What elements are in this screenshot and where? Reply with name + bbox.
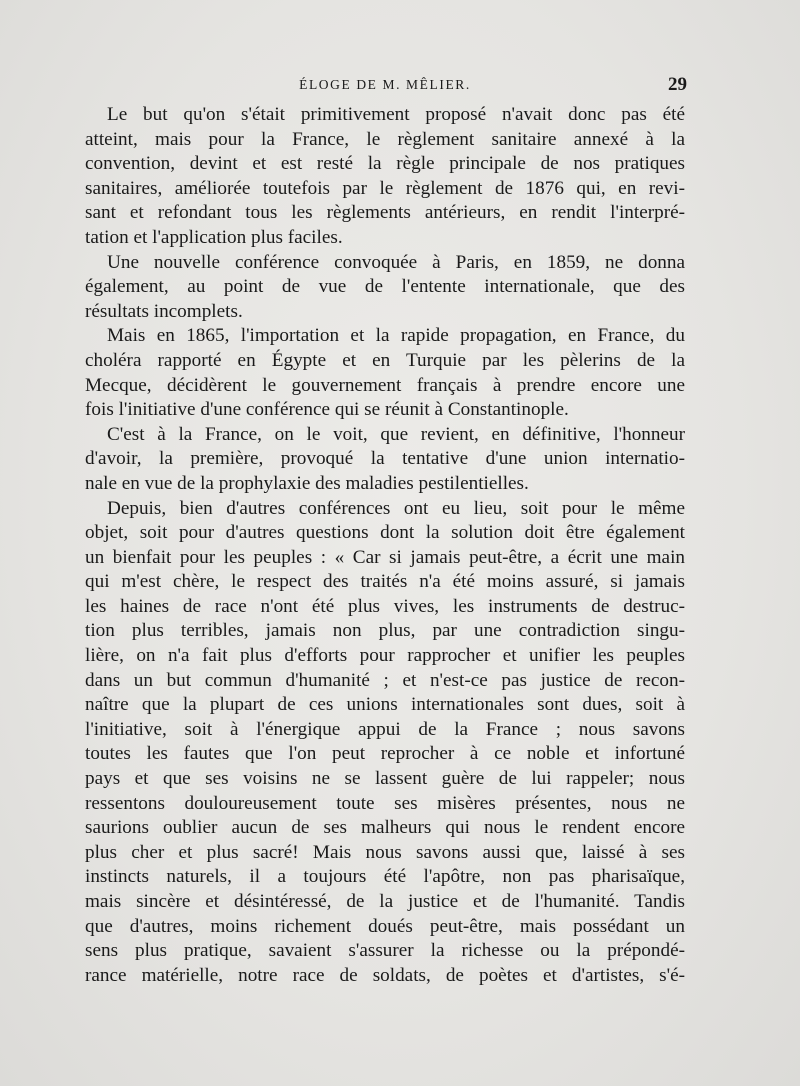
text-line: tation et l'application plus faciles. <box>85 226 343 248</box>
text-line: sanitaires, améliorée toutefois par le règlement de 1876 qui, en revi- <box>85 177 685 199</box>
text-line: les haines de race n'ont été plus vives, les instruments de destruc- <box>85 595 685 617</box>
text-line: plus cher et plus sacré! Mais nous savons aussi que, laissé à ses <box>85 841 685 863</box>
text-line: dans un but commun d'humanité ; et n'est-ce pas justice de recon- <box>85 669 685 691</box>
text-line: Mais en 1865, l'importation et la rapide propagation, en France, du <box>107 325 685 347</box>
text-line: rance matérielle, notre race de soldats, de poètes et d'artistes, s'é- <box>85 964 685 986</box>
text-line: que d'autres, moins richement doués peut-être, mais possédant un <box>85 915 685 937</box>
text-line: mais sincère et désintéressé, de la justice et de l'humanité. Tandis <box>85 891 685 912</box>
text-line: lière, on n'a fait plus d'efforts pour rapprocher et unifier les peuples <box>85 645 685 667</box>
text-line: C'est à la France, on le voit, que revient, en définitive, l'honneur <box>107 423 685 445</box>
body-text <box>85 103 685 988</box>
text-line: naître que la plupart de ces unions internationales sont dues, soit à <box>85 694 685 716</box>
text-line: également, au point de vue de l'entente internationale, que des <box>85 276 685 298</box>
text-line: objet, soit pour d'autres questions dont la solution doit être également <box>85 522 685 544</box>
text-line: nale en vue de la prophylaxie des maladies pestilentielles. <box>85 472 529 494</box>
text-line: un bienfait pour les peuples : « Car si jamais peut-être, a écrit une main <box>85 546 685 568</box>
text-line: Le but qu'on s'était primitivement proposé n'avait donc pas été <box>107 104 685 125</box>
text-line: d'avoir, la première, provoqué la tentative d'une union internatio- <box>85 448 685 470</box>
text-line: toutes les fautes que l'on peut reprocher à ce noble et infortuné <box>85 743 685 765</box>
page-number: 29 <box>668 74 687 95</box>
text-line: tion plus terribles, jamais non plus, par une contradiction singu- <box>85 620 685 642</box>
running-title: ÉLOGE DE M. MÊLIER. <box>299 77 471 92</box>
text-line: convention, devint et est resté la règle principale de nos pratiques <box>85 153 685 175</box>
text-line: sens plus pratique, savaient s'assurer la richesse ou la prépondé- <box>85 940 685 962</box>
text-line: fois l'initiative d'une conférence qui se réunit à Constantinople. <box>85 399 569 421</box>
text-line: instincts naturels, il a toujours été l'apôtre, non pas pharisaïque, <box>85 866 685 888</box>
text-line: sant et refondant tous les règlements antérieurs, en rendit l'interpré- <box>85 202 685 224</box>
text-line: qui m'est chère, le respect des traités n'a été moins assuré, si jamais <box>85 571 685 593</box>
running-head <box>85 74 685 96</box>
text-line: saurions oublier aucun de ses malheurs qui nous le rendent encore <box>85 817 685 839</box>
text-line: ressentons douloureusement toute ses misères présentes, nous ne <box>85 792 685 814</box>
text-line: Une nouvelle conférence convoquée à Paris, en 1859, ne donna <box>107 251 685 273</box>
text-line: l'initiative, soit à l'énergique appui de la France ; nous savons <box>85 718 685 740</box>
text-line: pays et que ses voisins ne se lassent guère de lui rappeler; nous <box>85 768 685 790</box>
text-line: résultats incomplets. <box>85 300 243 322</box>
text-line: atteint, mais pour la France, le règlement sanitaire annexé à la <box>85 128 685 150</box>
text-line: Depuis, bien d'autres conférences ont eu lieu, soit pour le même <box>107 497 685 519</box>
text-line: choléra rapporté en Égypte et en Turquie par les pèlerins de la <box>85 349 685 371</box>
text-line: Mecque, décidèrent le gouvernement français à prendre encore une <box>85 374 685 396</box>
